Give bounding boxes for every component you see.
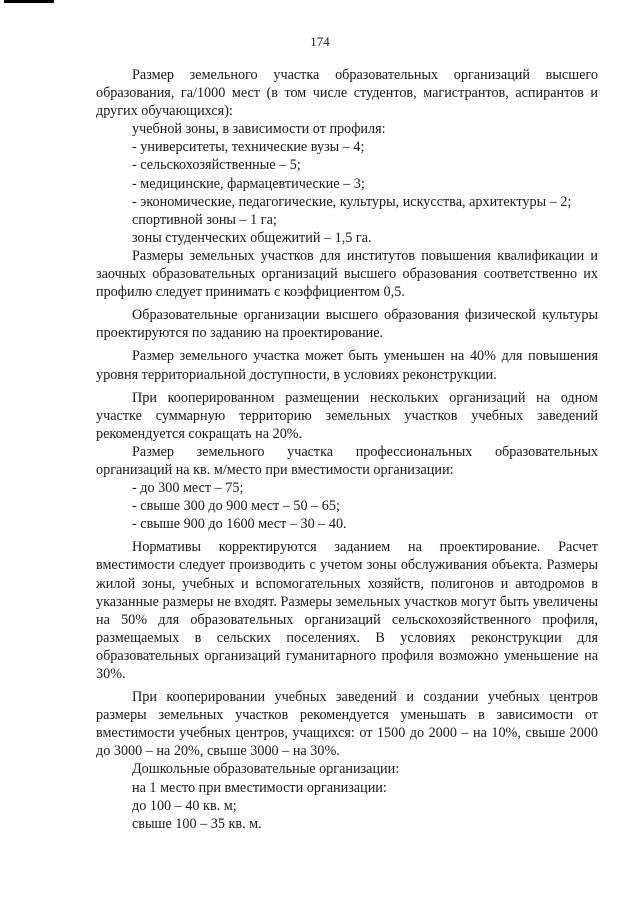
- paragraph: Размер земельного участка профессиональных образовательных организаций на кв. м/место при вместимости организации:: [96, 443, 598, 478]
- paragraph: - сельскохозяйственные – 5;: [132, 157, 301, 174]
- paragraph: При кооперированном размещении нескольких организаций на одном участке суммарную территорию земельных участков учебных заведений рекомендуется сокращать на 20%.: [96, 389, 598, 442]
- paragraph: - университеты, технические вузы – 4;: [132, 139, 365, 156]
- paragraph: Размеры земельных участков для институтов повышения квалификации и заочных образовательных организаций высшего образования соответственно их профилю следует принимать с коэффициентом 0,5.: [96, 247, 598, 301]
- paragraph: спортивной зоны – 1 га;: [132, 211, 277, 228]
- paragraph: до 100 – 40 кв. м;: [132, 797, 237, 814]
- paragraph: Размер земельного участка образовательных организаций высшего образования, га/1000 мест (в том числе студентов, магистрантов, аспирантов и других обучающихся):: [96, 67, 598, 120]
- paragraph: свыше 100 – 35 кв. м.: [132, 815, 262, 832]
- paragraph: - свыше 300 до 900 мест – 50 – 65;: [132, 498, 340, 515]
- paragraph: на 1 место при вместимости организации:: [132, 779, 387, 796]
- scan-corner-mark: [4, 0, 54, 3]
- document-body: [96, 66, 598, 833]
- paragraph: При кооперировании учебных заведений и создании учебных центров размеры земельных участков рекомендуется уменьшать в зависимости от вместимости учебных центров, учащихся: от 1500 до 2000 – на 10%, свыше 2000 до 3000 – на 20%, свыше 3000 – на 30%.: [96, 689, 598, 760]
- paragraph: зоны студенческих общежитий – 1,5 га.: [132, 229, 372, 246]
- paragraph: Образовательные организации высшего образования физической культуры проектируются по заданию на проектирование.: [96, 307, 598, 342]
- paragraph: - свыше 900 до 1600 мест – 30 – 40.: [132, 516, 347, 533]
- page-number: 174: [310, 34, 330, 49]
- paragraph: - экономические, педагогические, культуры, искусства, архитектуры – 2;: [132, 193, 572, 210]
- paragraph: - медицинские, фармацевтические – 3;: [132, 175, 365, 192]
- paragraph: Дошкольные образовательные организации:: [132, 761, 400, 778]
- paragraph: Размер земельного участка может быть уменьшен на 40% для повышения уровня территориальной доступности, в условиях реконструкции.: [96, 348, 598, 383]
- paragraph: - до 300 мест – 75;: [132, 480, 244, 497]
- paragraph: учебной зоны, в зависимости от профиля:: [132, 121, 386, 138]
- paragraph: Нормативы корректируются заданием на проектирование. Расчет вместимости следует производить с учетом зоны обслуживания объекта. Размеры жилой зоны, учебных и вспомогательных хозяйств, полигонов и автодромов в указанные размеры не входят. Размеры земельных участков могут быть увеличены на 50% для образовательных организаций сельскохозяйственного профиля, размещаемых в сельских поселениях. В условиях реконструкции для образовательных организаций гуманитарного профиля возможно уменьшение на 30%.: [96, 539, 598, 682]
